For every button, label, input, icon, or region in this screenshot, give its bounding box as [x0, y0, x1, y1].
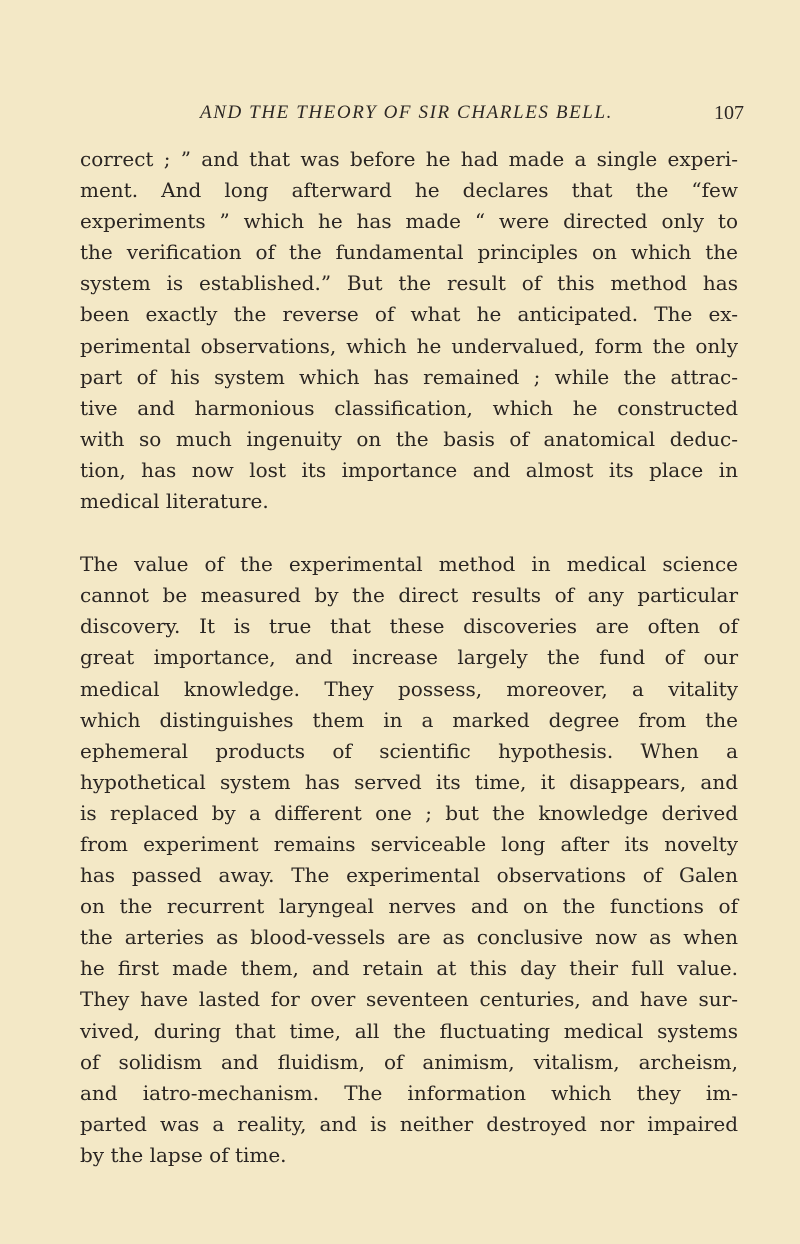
text-line: tion, has now lost its importance and almost its place in [80, 457, 738, 482]
text-line: on the recurrent laryngeal nerves and on the functions of [80, 894, 738, 919]
text-line: with so much ingenuity on the basis of anatomical deduc- [80, 426, 738, 451]
text-line: of solidism and fluidism, of animism, vitalism, archeism, [80, 1049, 738, 1074]
text-line: tive and harmonious classification, which he constructed [80, 395, 738, 420]
text-line: great importance, and increase largely the fund of our [80, 645, 738, 670]
text-line: ment. And long afterward he declares that the “few [80, 178, 738, 203]
text-line: from experiment remains serviceable long after its novelty [80, 831, 738, 856]
text-line: part of his system which has remained ; while the attrac- [80, 364, 738, 389]
text-line: vived, during that time, all the fluctuating medical systems [80, 1018, 738, 1043]
text-line: has passed away. The experimental observations of Galen [80, 863, 738, 888]
text-line: been exactly the reverse of what he anticipated. The ex- [80, 302, 738, 327]
text-line: perimental observations, which he undervalued, form the only [80, 333, 738, 358]
running-title: AND THE THEORY OF SIR CHARLES BELL. [200, 102, 613, 123]
text-line: They have lasted for over seventeen centuries, and have sur- [80, 987, 738, 1012]
text-line: which distinguishes them in a marked degree from the [80, 707, 738, 732]
text-line: cannot be measured by the direct results of any particular [80, 583, 738, 608]
paragraph-1 [80, 144, 738, 517]
text-line: medical literature. [80, 489, 269, 514]
text-line: discovery. It is true that these discoveries are often of [80, 614, 738, 639]
text-line: the arteries as blood-vessels are as conclusive now as when [80, 925, 738, 950]
text-line: experiments ” which he has made “ were directed only to [80, 209, 738, 234]
text-line: ephemeral products of scientific hypothesis. When a [80, 738, 738, 763]
text-line: the verification of the fundamental principles on which the [80, 240, 738, 265]
text-line: hypothetical system has served its time, it disappears, and [80, 769, 738, 794]
body-text [80, 144, 738, 1171]
text-line: system is established.” But the result of this method has [80, 271, 738, 296]
paragraph-2 [80, 549, 738, 1171]
text-line: by the lapse of time. [80, 1142, 287, 1167]
text-line: medical knowledge. They possess, moreover, a vitality [80, 676, 738, 701]
text-line: he first made them, and retain at this day their full value. [80, 956, 738, 981]
running-head [200, 102, 744, 132]
page-number: 107 [714, 102, 744, 124]
text-line: is replaced by a different one ; but the knowledge derived [80, 800, 738, 825]
text-line: The value of the experimental method in medical science [80, 552, 738, 577]
text-line: and iatro-mechanism. The information which they im- [80, 1080, 738, 1105]
text-line: correct ; ” and that was before he had made a single experi- [80, 147, 738, 171]
text-line: parted was a reality, and is neither destroyed nor impaired [80, 1111, 738, 1136]
